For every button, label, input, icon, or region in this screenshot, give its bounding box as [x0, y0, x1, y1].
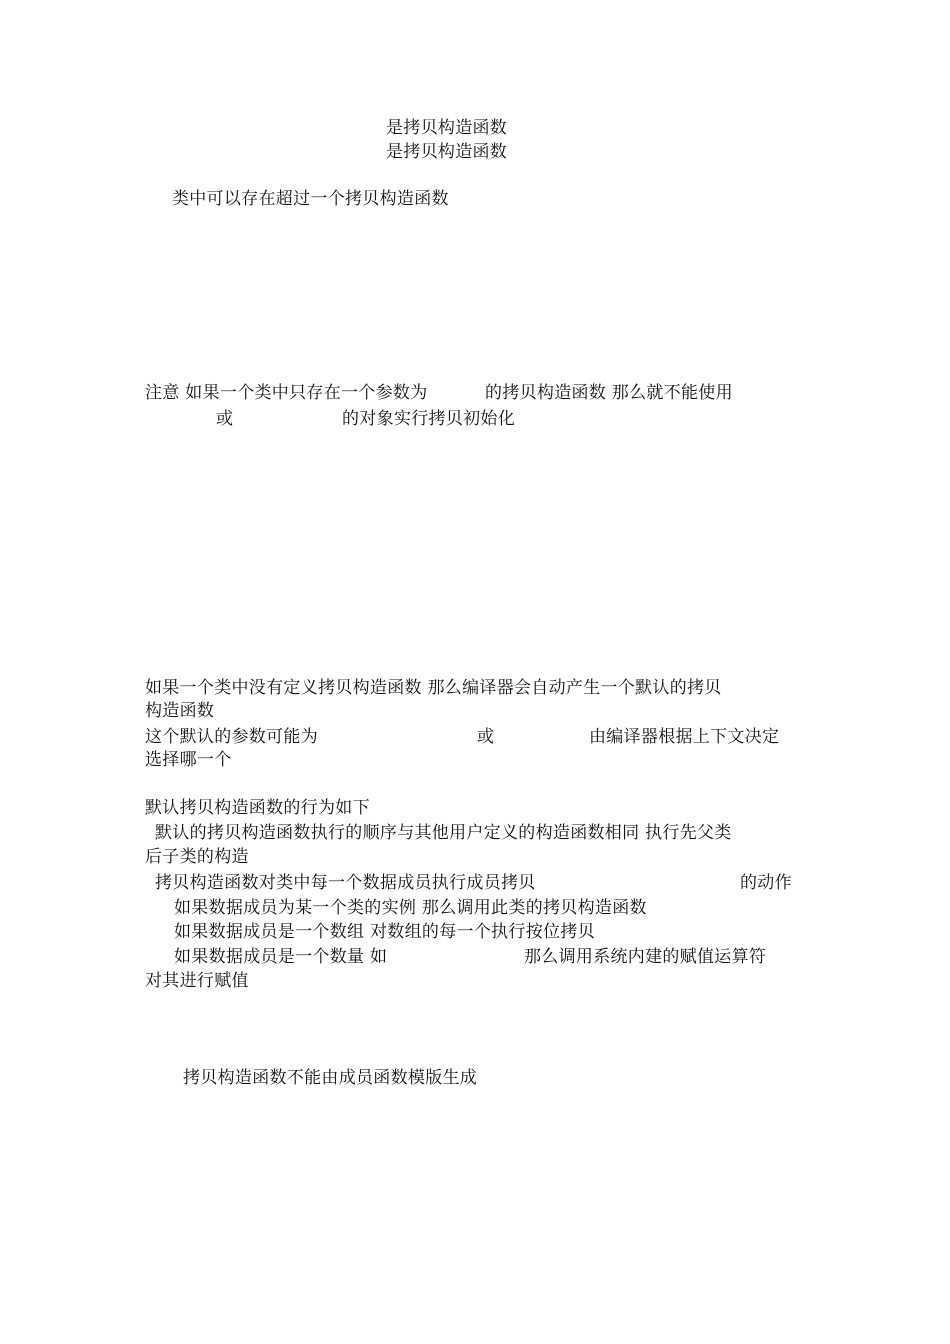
text-line: 拷贝构造函数对类中每一个数据成员执行成员拷贝	[155, 873, 536, 893]
text-line: 后子类的构造	[145, 847, 249, 867]
text-line: 是拷贝构造函数	[386, 118, 508, 138]
text-line: 或	[216, 409, 234, 429]
text-line: 拷贝构造函数不能由成员函数模版生成	[183, 1068, 478, 1088]
text-line: 如果一个类中没有定义拷贝构造函数 那么编译器会自动产生一个默认的拷贝	[145, 678, 722, 698]
text-line: 如果数据成员是一个数组 对数组的每一个执行按位拷贝	[174, 922, 595, 942]
text-line: 那么调用系统内建的赋值运算符	[524, 947, 767, 967]
section-title: 默认拷贝构造函数的行为如下	[145, 798, 370, 818]
text-line: 如果数据成员是一个数量 如	[174, 947, 388, 967]
text-line: 是拷贝构造函数	[386, 142, 508, 162]
text-line: 构造函数	[145, 701, 215, 721]
text-line: 选择哪一个	[145, 750, 232, 770]
text-line: 的动作	[740, 873, 792, 893]
text-line: 注意 如果一个类中只存在一个参数为	[145, 383, 428, 403]
text-line: 的对象实行拷贝初始化	[342, 409, 515, 429]
text-line: 对其进行赋值	[145, 971, 249, 991]
text-line: 默认的拷贝构造函数执行的顺序与其他用户定义的构造函数相同 执行先父类	[155, 823, 732, 843]
text-line: 由编译器根据上下文决定	[589, 727, 780, 747]
text-line: 或	[477, 727, 495, 747]
text-line: 如果数据成员为某一个类的实例 那么调用此类的拷贝构造函数	[174, 898, 647, 918]
text-line: 的拷贝构造函数 那么就不能使用	[485, 383, 733, 403]
text-line: 类中可以存在超过一个拷贝构造函数	[172, 189, 449, 209]
text-line: 这个默认的参数可能为	[145, 727, 318, 747]
